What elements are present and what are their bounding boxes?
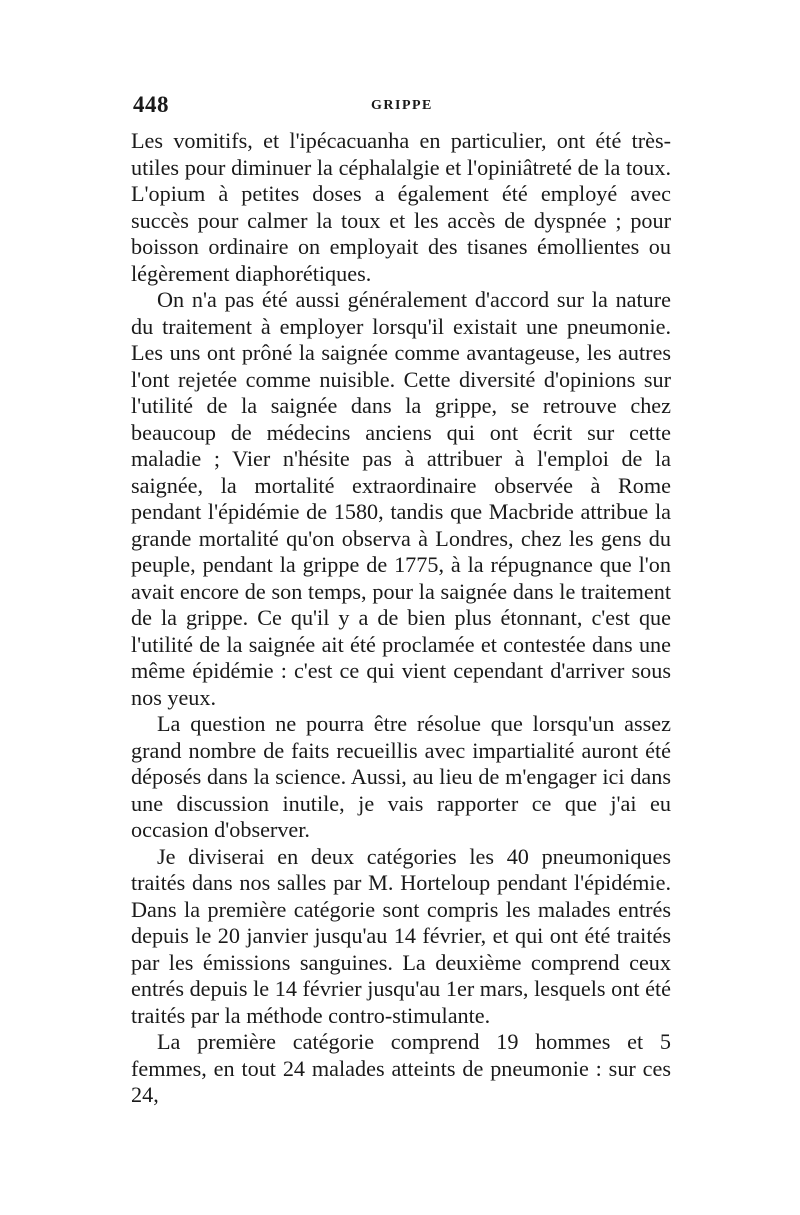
paragraph: On n'a pas été aussi généralement d'accord sur la nature du traitement à employer lorsqu'il existait une pneumonie. Les uns ont prôné la saignée comme avantageuse, les autres l'ont rejetée comme nuisible. Cette diversité d'opinions sur l'utilité de la saignée dans la grippe, se retrouve chez beaucoup de médecins anciens qui ont écrit sur cette maladie ; Vier n'hésite pas à attribuer à l'emploi de la saignée, la mortalité extraordinaire observée à Rome pendant l'épidémie de 1580, tandis que Macbride attribue la grande mortalité qu'on observa à Londres, chez les gens du peuple, pendant la grippe de 1775, à la répugnance que l'on avait encore de son temps, pour la saignée dans le traitement de la grippe. Ce qu'il y a de bien plus étonnant, c'est que l'utilité de la saignée ait été proclamée et contestée dans une même épidémie : c'est ce qui vient cependant d'arriver sous nos yeux. xyxy=(131,287,671,710)
body-text xyxy=(131,128,671,1109)
paragraph: Les vomitifs, et l'ipécacuanha en particulier, ont été très-utiles pour diminuer la céphalalgie et l'opiniâtreté de la toux. L'opium à petites doses a également été employé avec succès pour calmer la toux et les accès de dyspnée ; pour boisson ordinaire on employait des tisanes émollientes ou légèrement diaphorétiques. xyxy=(131,128,671,286)
book-page xyxy=(131,92,671,1109)
paragraph: La question ne pourra être résolue que lorsqu'un assez grand nombre de faits recueillis avec impartialité auront été déposés dans la science. Aussi, au lieu de m'engager ici dans une discussion inutile, je vais rapporter ce que j'ai eu occasion d'observer. xyxy=(131,711,671,842)
paragraph: La première catégorie comprend 19 hommes et 5 femmes, en tout 24 malades atteints de pneumonie : sur ces 24, xyxy=(131,1029,671,1107)
page-number: 448 xyxy=(133,92,169,117)
paragraph: Je diviserai en deux catégories les 40 pneumoniques traités dans nos salles par M. Horteloup pendant l'épidémie. Dans la première catégorie sont compris les malades entrés depuis le 20 janvier jusqu'au 14 février, et qui ont été traités par les émissions sanguines. La deuxième comprend ceux entrés depuis le 14 février jusqu'au 1er mars, lesquels ont été traités par la méthode contro-stimulante. xyxy=(131,843,671,1028)
running-head xyxy=(131,92,671,128)
running-title: GRIPPE xyxy=(371,98,433,113)
